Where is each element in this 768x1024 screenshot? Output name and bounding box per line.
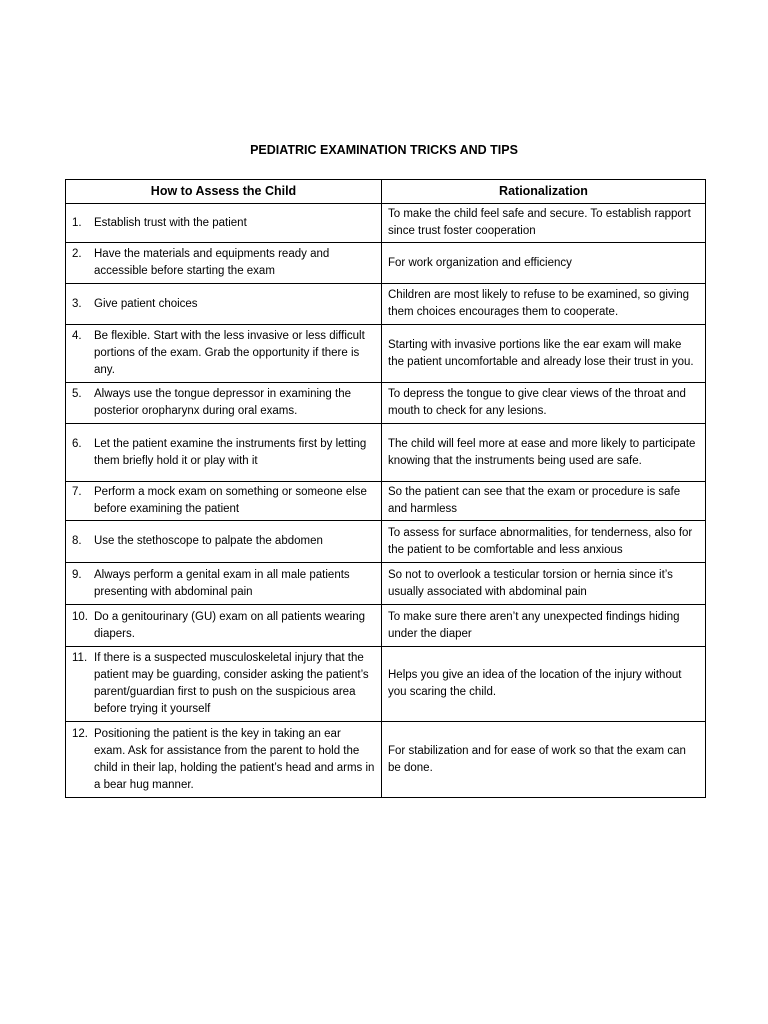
assess-cell — [66, 521, 382, 563]
assess-cell — [66, 383, 382, 424]
item-number: 12. — [72, 727, 88, 740]
assess-text: If there is a suspected musculoskeletal injury that the patient may be guarding, consider asking the patient’s parent/guardian first to push on the suspicious area before trying it yourself — [94, 652, 369, 715]
assess-cell — [66, 605, 382, 647]
assess-text: Be flexible. Start with the less invasive or less difficult portions of the exam. Grab the opportunity if there is any. — [94, 330, 365, 376]
table-row — [66, 204, 706, 243]
reason-cell: So the patient can see that the exam or procedure is safe and harmless — [382, 482, 706, 521]
assess-text: Do a genitourinary (GU) exam on all patients wearing diapers. — [94, 610, 366, 640]
item-number: 8. — [72, 535, 82, 547]
header-rationalization: Rationalization — [382, 180, 706, 204]
item-number: 7. — [72, 486, 82, 498]
assess-text: Give patient choices — [94, 297, 198, 310]
assess-cell — [66, 284, 382, 325]
item-number: 5. — [72, 388, 82, 400]
tips-table — [65, 179, 706, 798]
item-number: 11. — [72, 652, 88, 664]
table-row — [66, 424, 706, 482]
table-row — [66, 243, 706, 284]
table-header-row — [66, 180, 706, 204]
table-row — [66, 325, 706, 383]
assess-cell — [66, 647, 382, 722]
assess-cell — [66, 424, 382, 482]
reason-cell: Helps you give an idea of the location of the injury without you scaring the child. — [382, 647, 706, 722]
table-row — [66, 383, 706, 424]
table-row — [66, 521, 706, 563]
table-row — [66, 563, 706, 605]
item-number: 6. — [72, 437, 82, 450]
assess-text: Have the materials and equipments ready and accessible before starting the exam — [94, 248, 330, 277]
assess-text: Positioning the patient is the key in taking an ear exam. Ask for assistance from the parent to hold the child in their lap, holding the patient’s head and arms in a bear hug manner. — [94, 727, 375, 791]
assess-cell — [66, 204, 382, 243]
reason-cell: So not to overlook a testicular torsion or hernia since it’s usually associated with abdominal pain — [382, 563, 706, 605]
item-number: 1. — [72, 216, 82, 229]
reason-cell: To make the child feel safe and secure. To establish rapport since trust foster cooperation — [382, 204, 706, 243]
table-row — [66, 605, 706, 647]
reason-cell: Starting with invasive portions like the ear exam will make the patient uncomfortable and already lose their trust in you. — [382, 325, 706, 383]
reason-cell: Children are most likely to refuse to be examined, so giving them choices encourages them to cooperate. — [382, 284, 706, 325]
assess-cell — [66, 243, 382, 284]
assess-cell — [66, 482, 382, 521]
item-number: 10. — [72, 610, 88, 623]
assess-text: Let the patient examine the instruments first by letting them briefly hold it or play with it — [94, 437, 367, 467]
table-row — [66, 647, 706, 722]
assess-text: Perform a mock exam on something or someone else before examining the patient — [94, 486, 367, 515]
table-row — [66, 284, 706, 325]
item-number: 2. — [72, 248, 82, 260]
reason-cell: For work organization and efficiency — [382, 243, 706, 284]
header-how-to-assess: How to Assess the Child — [66, 180, 382, 204]
assess-text: Establish trust with the patient — [94, 216, 247, 229]
document-title: PEDIATRIC EXAMINATION TRICKS AND TIPS — [250, 143, 518, 157]
item-number: 3. — [72, 297, 82, 310]
assess-cell — [66, 563, 382, 605]
assess-text: Use the stethoscope to palpate the abdomen — [94, 535, 323, 547]
table-row — [66, 482, 706, 521]
table-row — [66, 722, 706, 798]
assess-cell — [66, 325, 382, 383]
reason-cell: To assess for surface abnormalities, for tenderness, also for the patient to be comfortable and less anxious — [382, 521, 706, 563]
reason-cell: The child will feel more at ease and more likely to participate knowing that the instruments being used are safe. — [382, 424, 706, 482]
assess-text: Always use the tongue depressor in examining the posterior oropharynx during oral exams. — [94, 388, 351, 417]
reason-cell: For stabilization and for ease of work so that the exam can be done. — [382, 722, 706, 798]
assess-text: Always perform a genital exam in all male patients presenting with abdominal pain — [94, 568, 350, 598]
assess-cell — [66, 722, 382, 798]
reason-cell: To make sure there aren’t any unexpected findings hiding under the diaper — [382, 605, 706, 647]
item-number: 9. — [72, 568, 82, 581]
reason-cell: To depress the tongue to give clear views of the throat and mouth to check for any lesions. — [382, 383, 706, 424]
item-number: 4. — [72, 330, 82, 342]
